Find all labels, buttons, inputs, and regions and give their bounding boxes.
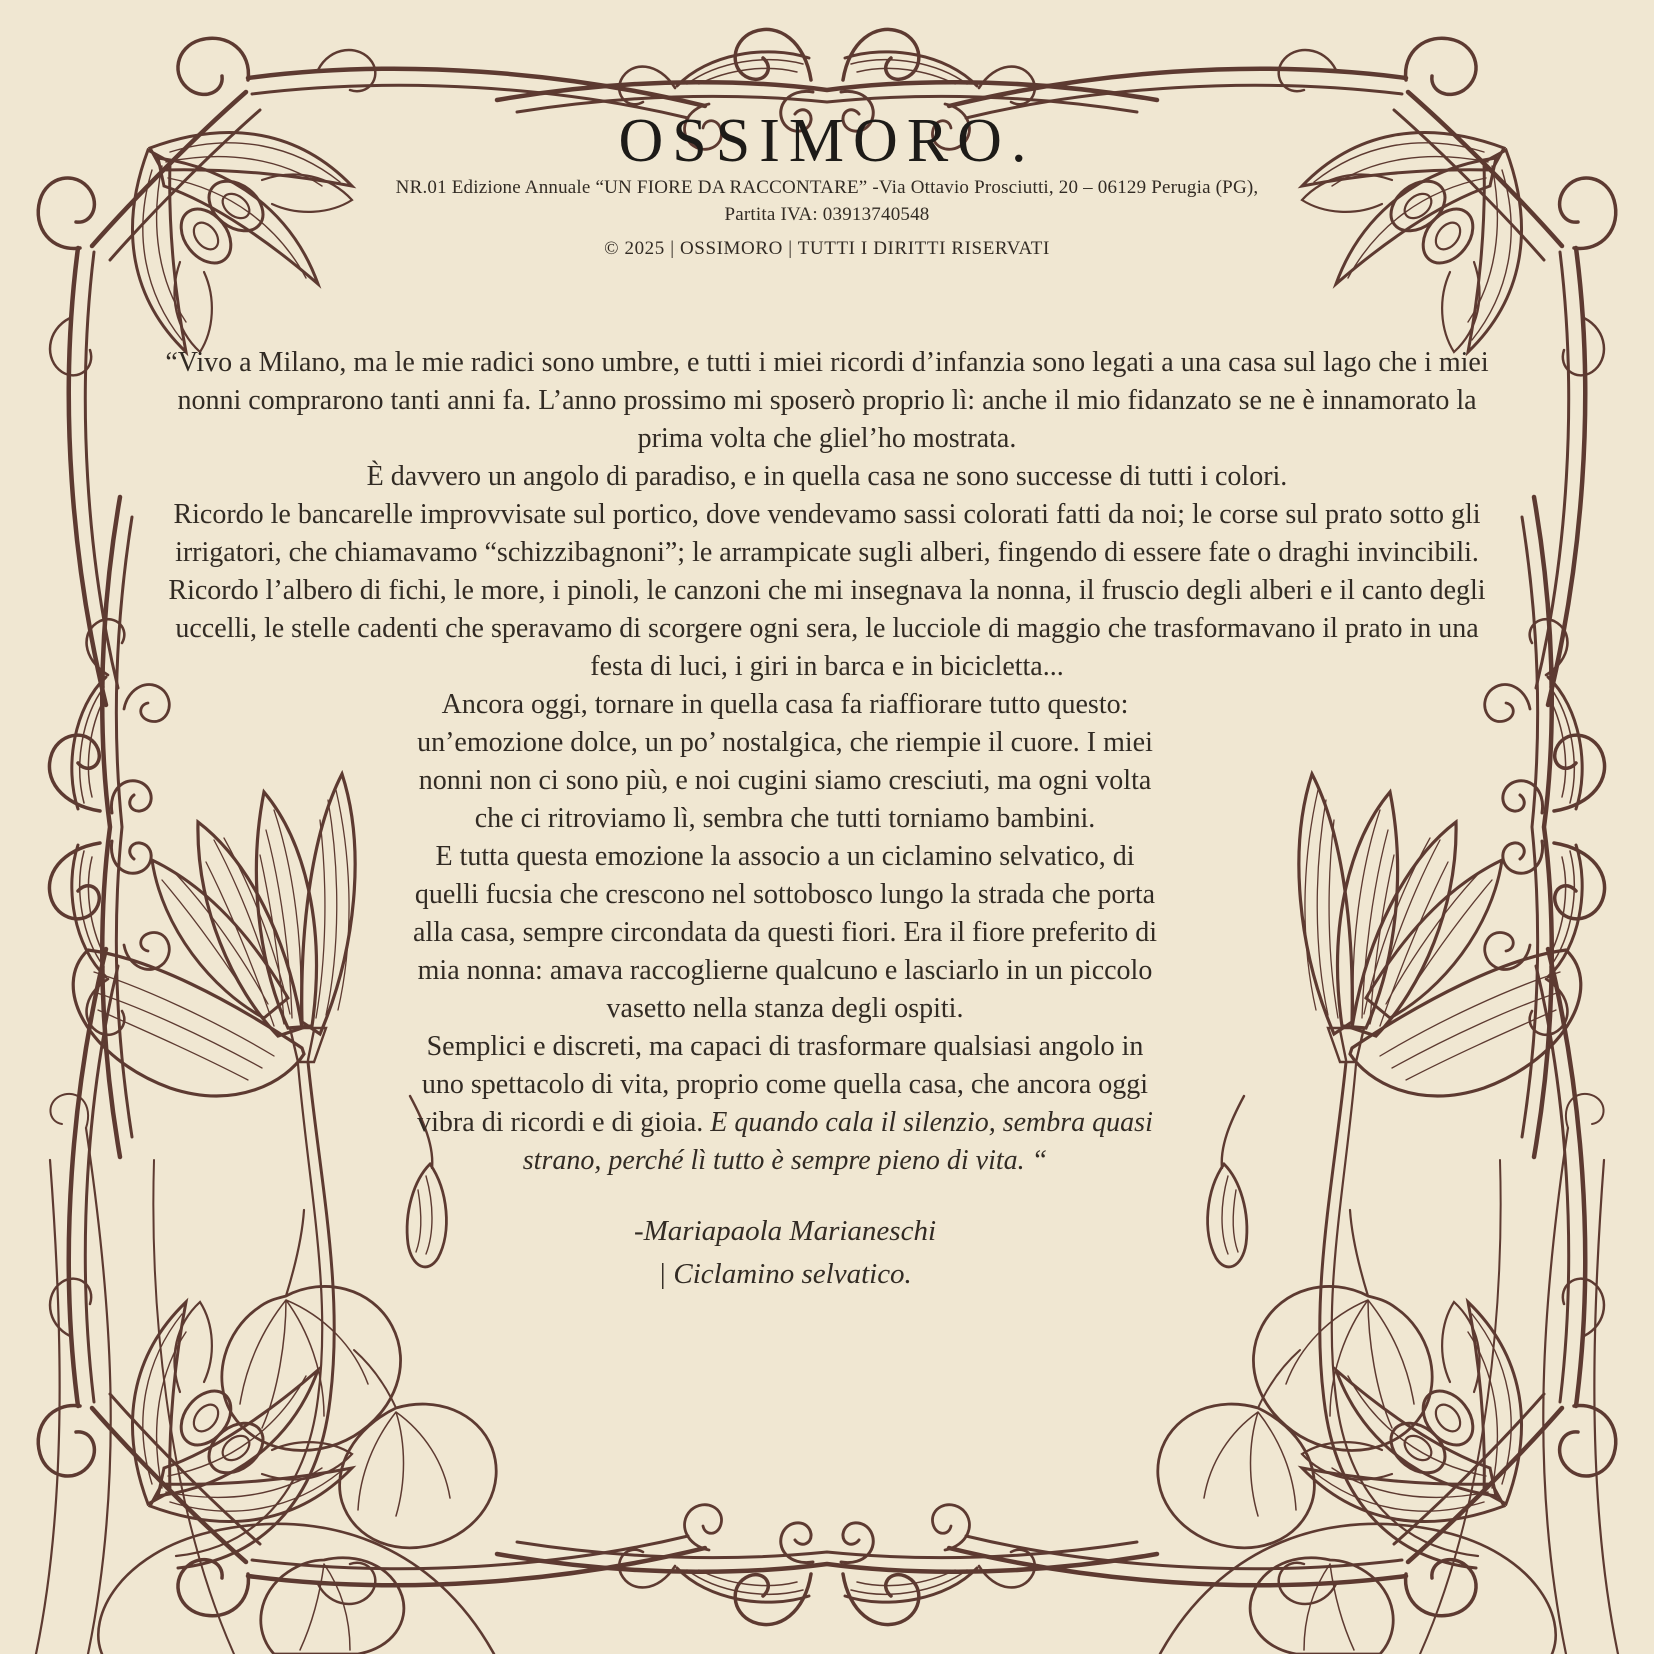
story-paragraph: È davvero un angolo di paradiso, e in quella casa ne sono successe di tutti i colori. bbox=[366, 461, 1288, 492]
story-paragraph: Ricordo l’albero di fichi, le more, i pinoli, le canzoni che mi insegnava la nonna, il fruscio degli alberi e il canto degli uccelli, le stelle cadenti che speravamo di scorgere ogni sera, le lucciole di maggio che trasformavano il prato in una festa di luci, i giri in barca e in bicicletta... bbox=[168, 575, 1486, 682]
signature-block bbox=[405, 1210, 1165, 1296]
page-title: OSSIMORO. bbox=[618, 107, 1036, 175]
story-paragraph: Ancora oggi, tornare in quella casa fa riaffiorare tutto questo: un’emozione dolce, un po’ nostalgica, che riempie il cuore. I miei nonni non ci sono più, e noi cugini siamo cresciuti, ma ogni volta che ci ritroviamo lì, sembra che tutti torniamo bambini. bbox=[417, 689, 1153, 834]
flower-caption: | Ciclamino selvatico. bbox=[658, 1258, 912, 1290]
story-paragraph: E tutta questa emozione la associo a un ciclamino selvatico, di quelli fucsia che crescono nel sottobosco lungo la strada che porta alla casa, sempre circondata da questi fiori. Era il fiore preferito di mia nonna: amava raccoglierne qualcuno e lasciarlo in un piccolo vasetto nella stanza degli ospiti. bbox=[413, 841, 1157, 1024]
closing-italic-text: E quando cala il silenzio, sembra quasi strano, perché lì tutto è sempre pieno di vita. “ bbox=[522, 1107, 1153, 1176]
closing-regular-text: Semplici e discreti, ma capaci di trasformare qualsiasi angolo in uno spettacolo di vita, proprio come quella casa, che ancora oggi vibra di ricordi e di gioia. bbox=[417, 1031, 1149, 1138]
story-wide-block bbox=[162, 344, 1492, 686]
copyright-line: © 2025 | OSSIMORO | TUTTI I DIRITTI RISERVATI bbox=[604, 238, 1050, 259]
story-closing-paragraph bbox=[405, 1028, 1165, 1180]
vat-line: Partita IVA: 03913740548 bbox=[724, 204, 930, 225]
story-narrow-block bbox=[405, 686, 1165, 1180]
story-paragraph: Ricordo le bancarelle improvvisate sul portico, dove vendevamo sassi colorati fatti da noi; le corse sul prato sotto gli irrigatori, che chiamavamo “schizzibagnoni”; le arrampicate sugli alberi, fingendo di essere fate o draghi invincibili. bbox=[173, 499, 1481, 568]
edition-address-line: NR.01 Edizione Annuale “UN FIORE DA RACCONTARE” -Via Ottavio Prosciutti, 20 – 06129 Perugia (PG), bbox=[395, 177, 1259, 198]
story-paragraph: “Vivo a Milano, ma le mie radici sono umbre, e tutti i miei ricordi d’infanzia sono legati a una casa sul lago che i miei nonni comprarono tanti anni fa. L’anno prossimo mi sposerò proprio lì: anche il mio fidanzato se ne è innamorato la prima volta che gliel’ho mostrata. bbox=[165, 347, 1489, 454]
author-name: -Mariapaola Marianeschi bbox=[633, 1215, 937, 1247]
